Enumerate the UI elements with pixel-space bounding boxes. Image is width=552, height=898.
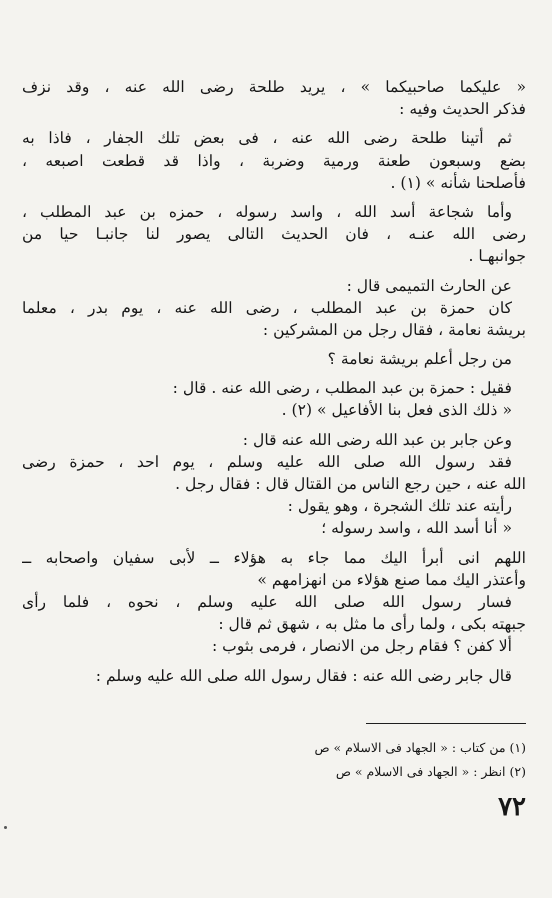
text-line: الله عنه ، حين رجع الناس من القتال قال : فقال رجل . [175,475,526,493]
footnote: (٢) انظر : « الجهاد فى الاسلام » ص [335,764,526,779]
text-line: ألا كفن ؟ فقام رجل من الانصار ، فرمى بثوب : [211,637,512,656]
text-line: من رجل أعلم بريشة نعامة ؟ [327,350,512,369]
text-line: رضى الله عنـه ، فان الحديث التالى يصور لنا جانبـا حيا من [22,225,526,244]
text-line: ثم أتينا طلحة رضى الله عنه ، فى بعض تلك الجفار ، فاذا به [22,129,512,148]
text-line: جبهته بكى ، ولما رأى ما مثل به ، شهق ثم قال : [218,615,526,634]
footnote: (١) من كتاب : « الجهاد فى الاسلام » ص [314,740,526,755]
page-number: ٧٢ [498,792,526,822]
text-line: فسار رسول الله صلى الله عليه وسلم ، نحوه ، فلما رأى [22,592,512,611]
text-line: رأيته عند تلك الشجرة ، وهو يقول : [287,497,512,516]
body-text [22,76,526,687]
footnotes [46,736,526,784]
text-line: « ذلك الذى فعل بنا الأفاعيل » (٢) . [281,401,512,420]
text-line: بريشة نعامة ، فقال رجل من المشركين : [262,320,526,339]
text-line: كان حمزة بن عبد المطلب ، رضى الله عنه ، يوم بدر ، معلما [22,298,512,317]
footnote-divider [366,723,526,724]
text-line: قال جابر رضى الله عنه : فقال رسول الله صلى الله عليه وسلم : [95,666,512,685]
scan-speck [4,826,7,829]
text-line: بضع وسبعون طعنة ورمية وضربة ، واذا قد قطعت اصبعه ، [22,151,526,170]
text-line: فقد رسول الله صلى الله عليه وسلم ، يوم احد ، حمزة رضى [22,452,512,471]
text-line: وعن جابر بن عبد الله رضى الله عنه قال : [242,430,512,449]
text-line: فذكر الحديث وفيه : [399,100,526,119]
text-line: جوانبهـا . [468,247,526,266]
text-line: « أنا أسد الله ، واسد رسوله ؛ [321,519,512,538]
text-line: عن الحارث التميمى قال : [346,276,512,295]
text-line: فأصلحنا شأنه » (١) . [390,173,526,192]
text-line: اللهم انى أبرأ اليك مما جاء به هؤلاء ــ لأبى سفيان واصحابه ــ [22,548,526,567]
text-line: « عليكما صاحبيكما » ، يريد طلحة رضى الله عنه ، وقد نزف [22,78,526,96]
text-line: وأعتذر اليك مما صنع هؤلاء من انهزامهم » [257,570,526,589]
text-line: وأما شجاعة أسد الله ، واسد رسوله ، حمزه بن عبد المطلب ، [22,202,512,221]
text-line: فقيل : حمزة بن عبد المطلب ، رضى الله عنه . قال : [172,379,512,398]
